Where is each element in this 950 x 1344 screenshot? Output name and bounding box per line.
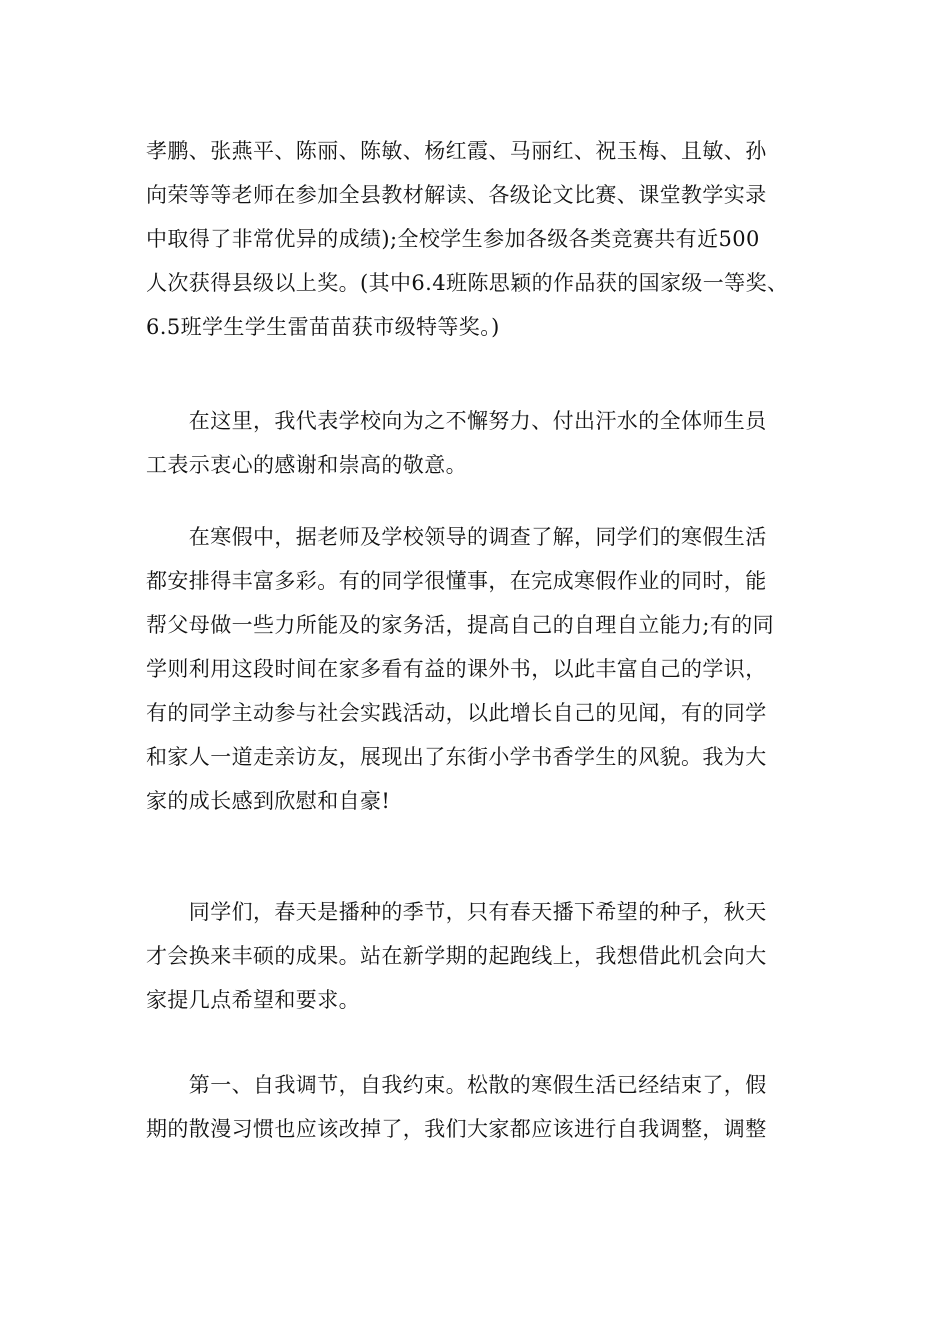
text-line: 才会换来丰硕的成果。站在新学期的起跑线上，我想借此机会向大 xyxy=(146,944,767,968)
text-line: 家提几点希望和要求。 xyxy=(146,988,360,1012)
text-line: 期的散漫习惯也应该改掉了，我们大家都应该进行自我调整，调整 xyxy=(146,1117,767,1141)
text-line: 孝鹏、张燕平、陈丽、陈敏、杨红霞、马丽红、祝玉梅、且敏、孙 xyxy=(146,139,767,163)
text-line: 学则利用这段时间在家多看有益的课外书，以此丰富自己的学识， xyxy=(146,657,767,681)
paragraph-first-point xyxy=(146,1063,826,1151)
text-line: 都安排得丰富多彩。有的同学很懂事，在完成寒假作业的同时，能 xyxy=(146,569,767,593)
text-line: 同学们，春天是播种的季节，只有春天播下希望的种子，秋天 xyxy=(146,900,767,924)
paragraph-spring xyxy=(146,890,826,1022)
text-line: 向荣等等老师在参加全县教材解读、各级论文比赛、课堂教学实录 xyxy=(146,183,767,207)
text-line: 工表示衷心的感谢和崇高的敬意。 xyxy=(146,453,467,477)
text-line: 家的成长感到欣慰和自豪! xyxy=(146,789,391,813)
text-line: 有的同学主动参与社会实践活动，以此增长自己的见闻，有的同学 xyxy=(146,701,767,725)
text-line: 中取得了非常优异的成绩);全校学生参加各级各类竞赛共有近500 xyxy=(146,227,760,251)
paragraph-winter-break xyxy=(146,515,826,823)
text-line: 6.5班学生学生雷苗苗获市级特等奖。) xyxy=(146,315,500,339)
paragraph-thanks xyxy=(146,399,826,487)
text-line: 在这里，我代表学校向为之不懈努力、付出汗水的全体师生员 xyxy=(146,409,767,433)
text-line: 在寒假中，据老师及学校领导的调查了解，同学们的寒假生活 xyxy=(146,525,767,549)
paragraph-awards xyxy=(146,129,826,349)
text-line: 第一、自我调节，自我约束。松散的寒假生活已经结束了，假 xyxy=(146,1073,767,1097)
text-line: 帮父母做一些力所能及的家务活，提高自己的自理自立能力;有的同 xyxy=(146,613,775,637)
text-line: 和家人一道走亲访友，展现出了东街小学书香学生的风貌。我为大 xyxy=(146,745,767,769)
text-line: 人次获得县级以上奖。(其中6.4班陈思颖的作品获的国家级一等奖、 xyxy=(146,271,789,295)
